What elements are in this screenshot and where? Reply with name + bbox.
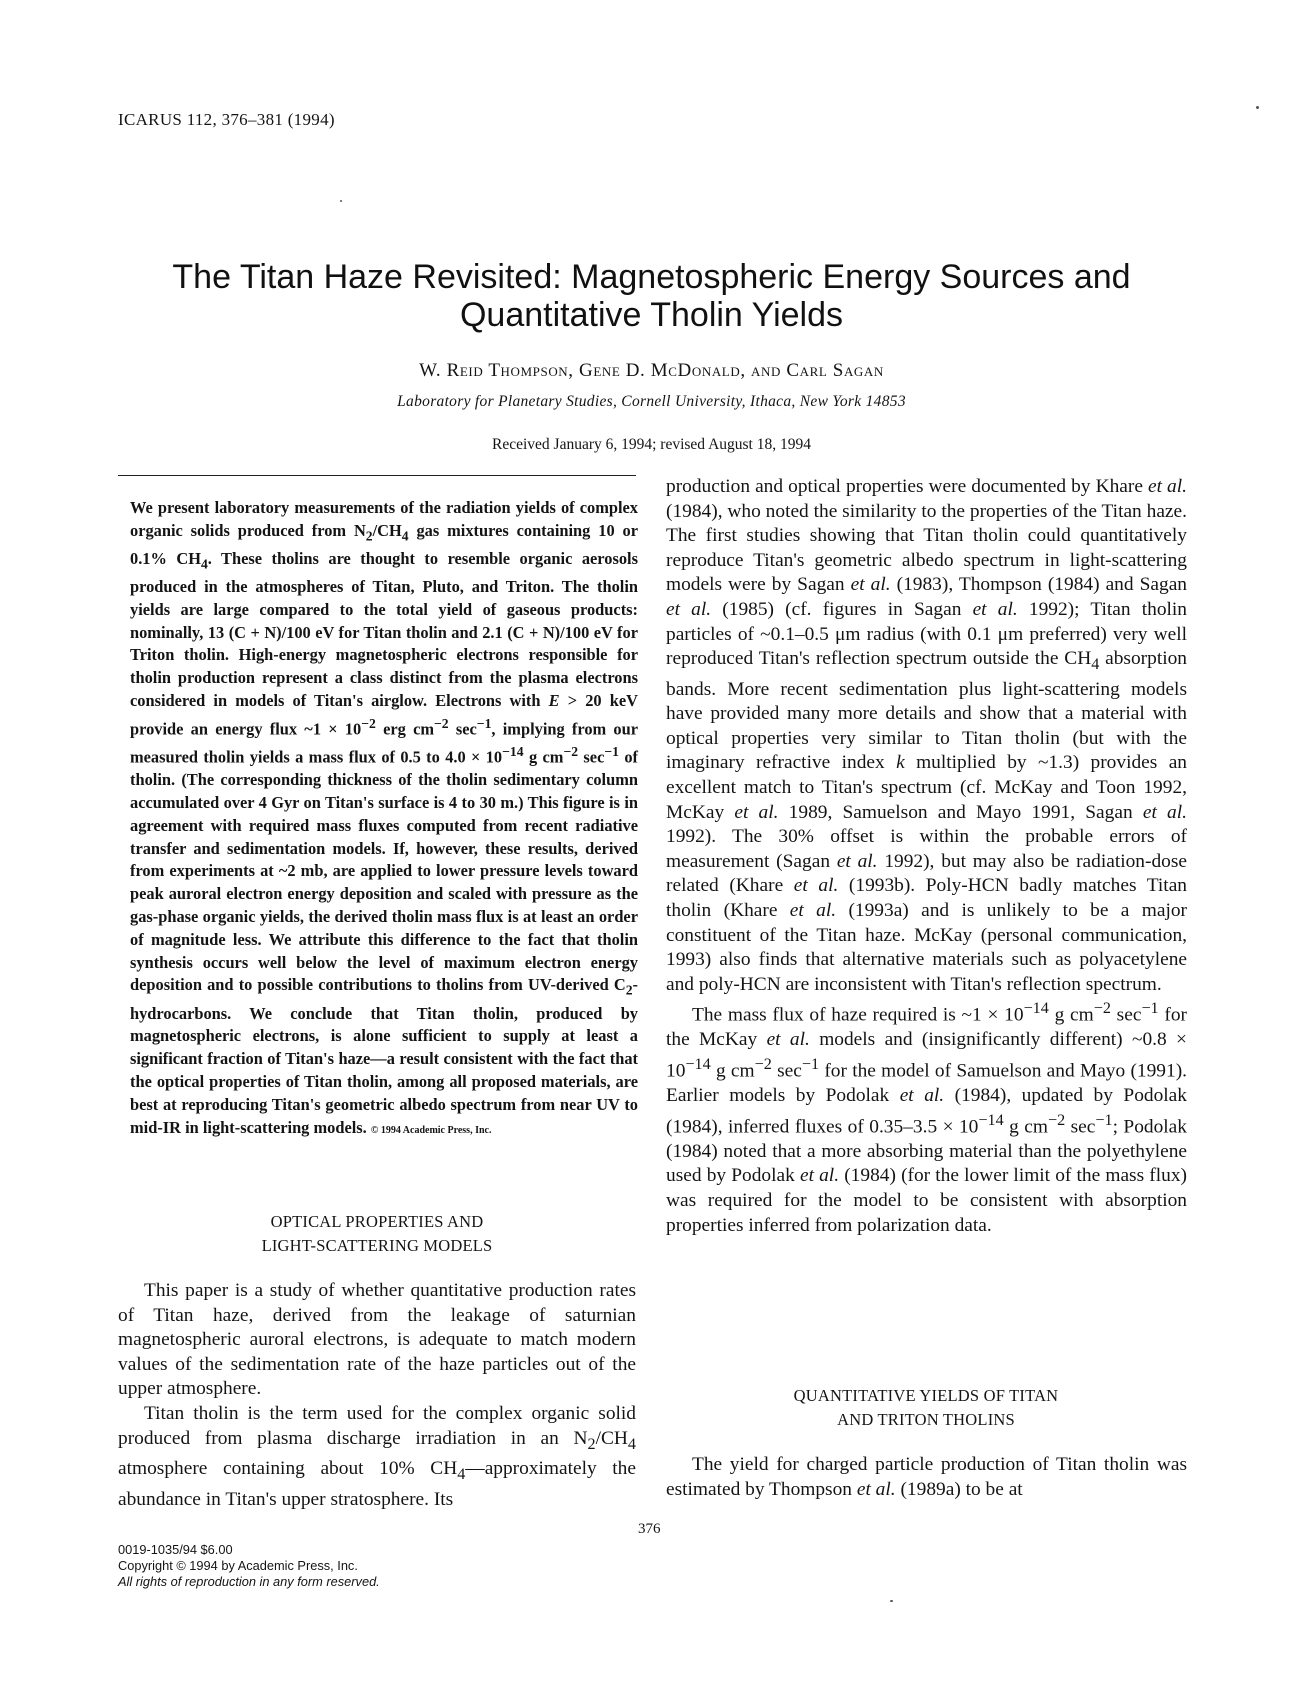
abstract-rule	[118, 475, 636, 476]
journal-citation: ICARUS 112, 376–381 (1994)	[118, 110, 335, 129]
section-heading-yields: QUANTITATIVE YIELDS OF TITAN AND TRITON THOLINS	[793, 1386, 1059, 1429]
paragraph: This paper is a study of whether quantitative production rates of Titan haze, derived from the leakage of saturnian magnetospheric auroral electrons, is adequate to match modern values of the sedimentation rate of the haze particles out of the upper atmosphere.	[118, 1280, 636, 1400]
right-column-body-2	[666, 1453, 1187, 1502]
scan-speck	[340, 200, 342, 202]
paper-title	[60, 258, 1243, 334]
scan-speck	[1256, 106, 1259, 109]
left-column-body	[118, 1279, 636, 1512]
right-column-body	[666, 475, 1187, 1238]
author-list: W. Reid Thompson, Gene D. McDonald, and Carl Sagan	[419, 360, 884, 381]
abstract: We present laboratory measurements of the radiation yields of complex organic solids produced from $N_2/CH_4$ gas mixtures containing 10 or 0.1% $CH_4$. These tholins are thought to resemble organic aerosols produced in the atmospheres of Titan, Pluto, and Triton. The tholin yields are large compared to the total yield of gaseous products: nominally, 13 (C + N)/100 eV for Titan tholin and 2.1 (C + N)/100 eV for Triton tholin. High-energy magnetospheric electrons responsible for tholin production represent a class distinct from the plasma electrons considered in models of Titan's airglow. Electrons with E > 20 keV provide an energy flux ~1 × $10^{-2}$ erg $cm^{-2}$ $\sec^{-1}$, implying from our measured tholin yields a mass flux of 0.5 to $4.0 \times 10^{-14}$ g $cm^{-2}$ $\sec^{-1}$ of tholin. (The corresponding thickness of the tholin sedimentary column accumulated over 4 Gyr on Titan's surface is 4 to 30 m.) This figure is in agreement with required mass fluxes computed from recent radiative transfer and sedimentation models. If, however, these results, derived from experiments at ~2 mb, are applied to lower pressure levels toward peak auroral electron energy deposition and scaled with pressure as the gas-phase organic yields, the derived tholin mass flux is at least an order of magnitude less. We attribute this difference to the fact that tholin synthesis occurs well below the level of maximum electron energy deposition and to possible contributions to tholins from UV-derived $C_2$-hydrocarbons. We conclude that Titan tholin, produced by magnetospheric electrons, is alone sufficient to supply at least a significant fraction of Titan's haze—a result consistent with the fact that the optical properties of Titan tholin, among all proposed materials, are best at reproducing Titan's geometric albedo spectrum from near UV to mid-IR in light-scattering models. © 1994 Academic Press, Inc.	[130, 498, 639, 1137]
page-number: 376	[638, 1521, 661, 1537]
title-line-2: Quantitative Tholin Yields	[459, 296, 844, 334]
paragraph: The mass flux of haze required is ~1 × $10^{-14}$ g $cm^{-2}$ $\sec^{-1}$ for the McKay et al. models and (insignificantly different) ~0.8 × $10^{-14}$ g $cm^{-2}$ $\sec^{-1}$ for the model of Samuelson and Mayo (1991). Earlier models by Podolak et al. (1984), updated by Podolak (1984), inferred fluxes of $0.35-3.5 \times 10^{-14}$ g $cm^{-2}$ $\sec^{-1}$; Podolak (1984) noted that a more absorbing material than the polyethylene used by Podolak et al. (1984) (for the lower limit of the mass flux) was required for the model to be consistent with absorption properties inferred from polarization data.	[666, 1000, 1187, 1236]
title-line-1: The Titan Haze Revisited: Magnetospheric Energy Sources and	[172, 258, 1131, 296]
paragraph: Titan tholin is the term used for the complex organic solid produced from plasma discharge irradiation in an $N_2/CH_4$ atmosphere containing about 10% $CH_4—approximately$ the abundance in Titan's upper stratosphere. Its	[118, 1402, 636, 1510]
received-dates: Received January 6, 1994; revised August 18, 1994	[492, 436, 811, 453]
scan-speck	[890, 1600, 893, 1602]
paragraph: production and optical properties were documented by Khare et al. (1984), who noted the similarity to the properties of the Titan haze. The first studies showing that Titan tholin could quantitatively reproduce Titan's geometric albedo spectrum in light-scattering models were by Sagan et al. (1983), Thompson (1984) and Sagan et al. (1985) (cf. figures in Sagan et al. 1992); Titan tholin particles of ~0.1–0.5 μm radius (with 0.1 μm preferred) very well reproduced Titan's reflection spectrum outside the $CH_4$ absorption bands. More recent sedimentation plus light-scattering models have provided many more details and show that a material with optical properties very similar to Titan tholin (but with the imaginary refractive index k multiplied by ~1.3) provides an excellent match to Titan's spectrum (cf. McKay and Toon 1992, McKay et al. 1989, Samuelson and Mayo 1991, Sagan et al. 1992). The 30% offset is within the probable errors of measurement (Sagan et al. 1992), but may also be radiation-dose related (Khare et al. (1993b). Poly-HCN badly matches Titan tholin (Khare et al. (1993a) and is unlikely to be a major constituent of the Titan haze. McKay (personal communication, 1993) also finds that alternative materials such as polyacetylene and poly-HCN are inconsistent with Titan's reflection spectrum.	[666, 476, 1188, 995]
section-heading-optical: OPTICAL PROPERTIES AND LIGHT-SCATTERING MODELS	[261, 1212, 493, 1255]
footer-notice: 0019-1035/94 $6.00 Copyright © 1994 by Academic Press, Inc. All rights of reproduction in any form reserved.	[118, 1542, 380, 1589]
publisher-mark: © 1994 Academic Press, Inc.	[370, 1124, 492, 1136]
affiliation: Laboratory for Planetary Studies, Cornell University, Ithaca, New York 14853	[397, 393, 906, 410]
paragraph: The yield for charged particle production of Titan tholin was estimated by Thompson et al. (1989a) to be at	[666, 1454, 1187, 1500]
